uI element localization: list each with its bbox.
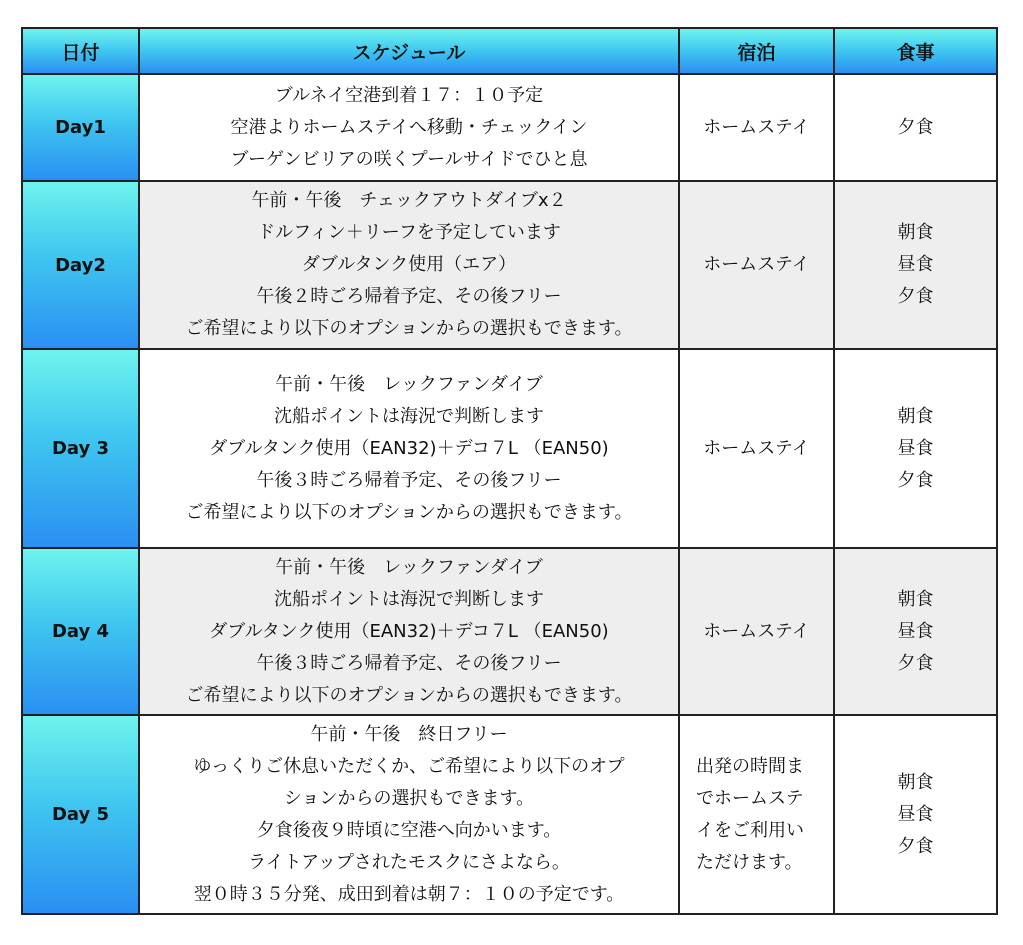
stay-line: ホームステイ — [703, 620, 810, 642]
stay-line: 出発の時間ま — [696, 755, 804, 777]
meals-cell — [834, 74, 997, 181]
schedule-line: 午後３時ごろ帰着予定、その後フリー — [256, 469, 562, 491]
meals-cell — [834, 349, 997, 548]
schedule-line: ダブルタンク使用（EAN32)＋デコ７L （EAN50) — [209, 620, 609, 642]
meal-item: 夕食 — [897, 469, 934, 491]
stay-line: ホームステイ — [703, 116, 810, 138]
schedule-cell — [139, 74, 679, 181]
table-row — [22, 715, 997, 914]
schedule-line: ブルネイ空港到着１７：１０予定 — [274, 84, 544, 106]
schedule-line: ご希望により以下のオプションからの選択もできます。 — [185, 684, 633, 706]
meal-item: 夕食 — [897, 116, 934, 138]
meal-item: 昼食 — [897, 254, 934, 275]
meal-item: 昼食 — [897, 620, 934, 642]
stay-cell — [679, 74, 834, 181]
table-row — [22, 181, 997, 349]
header-schedule: スケジュール — [139, 28, 679, 74]
schedule-cell — [139, 548, 679, 715]
meal-item: 夕食 — [897, 835, 934, 857]
schedule-line: 沈船ポイントは海況で判断します — [274, 405, 544, 427]
stay-line: ただけます。 — [696, 851, 803, 873]
day-label: Day 4 — [22, 548, 139, 715]
schedule-line: ゆっくりご休息いただくか、ご希望により以下のオプ — [193, 755, 625, 777]
header-row — [22, 28, 997, 74]
schedule-line: ションからの選択もできます。 — [283, 787, 535, 809]
meal-item: 夕食 — [897, 652, 934, 674]
schedule-cell — [139, 715, 679, 914]
schedule-line: 午後２時ごろ帰着予定、その後フリー — [256, 286, 562, 307]
schedule-line: ドルフィン＋リーフを予定しています — [257, 222, 561, 243]
schedule-cell — [139, 181, 679, 349]
schedule-line: 空港よりホームステイへ移動・チェックイン — [230, 116, 588, 138]
schedule-line: ライトアップされたモスクにさよなら。 — [248, 851, 570, 873]
schedule-line: ご希望により以下のオプションからの選択もできます。 — [185, 318, 633, 339]
table-row — [22, 548, 997, 715]
meal-item: 朝食 — [897, 588, 934, 610]
stay-line: イをご利用い — [696, 819, 804, 841]
schedule-line: 夕食後夜９時頃に空港へ向かいます。 — [256, 819, 562, 841]
stay-cell — [679, 548, 834, 715]
stay-cell — [679, 715, 834, 914]
header-stay: 宿泊 — [679, 28, 834, 74]
day-label: Day1 — [22, 74, 139, 181]
stay-line: でホームステ — [696, 787, 804, 809]
meal-item: 昼食 — [897, 437, 934, 459]
schedule-line: 午前・午後 レックファンダイブ — [275, 373, 543, 395]
meal-item: 朝食 — [897, 222, 934, 243]
meal-item: 朝食 — [897, 771, 934, 793]
stay-cell — [679, 349, 834, 548]
schedule-line: 午前・午後 チェックアウトダイブx２ — [251, 190, 567, 211]
meals-cell — [834, 715, 997, 914]
header-meals: 食事 — [834, 28, 997, 74]
meal-item: 昼食 — [897, 803, 934, 825]
stay-line: ホームステイ — [703, 254, 810, 275]
schedule-line: 沈船ポイントは海況で判断します — [274, 588, 544, 610]
schedule-table — [21, 27, 998, 915]
stay-cell — [679, 181, 834, 349]
day-label: Day 5 — [22, 715, 139, 914]
day-label: Day2 — [22, 181, 139, 349]
table-row — [22, 74, 997, 181]
schedule-line: 午後３時ごろ帰着予定、その後フリー — [256, 652, 562, 674]
schedule-line: ご希望により以下のオプションからの選択もできます。 — [185, 501, 633, 523]
schedule-cell — [139, 349, 679, 548]
table-row — [22, 349, 997, 548]
meal-item: 夕食 — [897, 286, 934, 307]
meals-cell — [834, 548, 997, 715]
schedule-line: 翌０時３５分発、成田到着は朝７：１０の予定です。 — [193, 883, 625, 905]
schedule-line: ダブルタンク使用（EAN32)＋デコ７L （EAN50) — [209, 437, 609, 459]
stay-line: ホームステイ — [703, 437, 810, 459]
schedule-line: 午前・午後 レックファンダイブ — [275, 556, 543, 578]
schedule-line: 午前・午後 終日フリー — [310, 723, 508, 745]
header-date: 日付 — [22, 28, 139, 74]
day-label: Day 3 — [22, 349, 139, 548]
meal-item: 朝食 — [897, 405, 934, 427]
schedule-line: ブーゲンビリアの咲くプールサイドでひと息 — [230, 148, 588, 170]
meals-cell — [834, 181, 997, 349]
schedule-table-wrapper — [21, 27, 998, 915]
schedule-line: ダブルタンク使用（エア） — [301, 254, 517, 275]
